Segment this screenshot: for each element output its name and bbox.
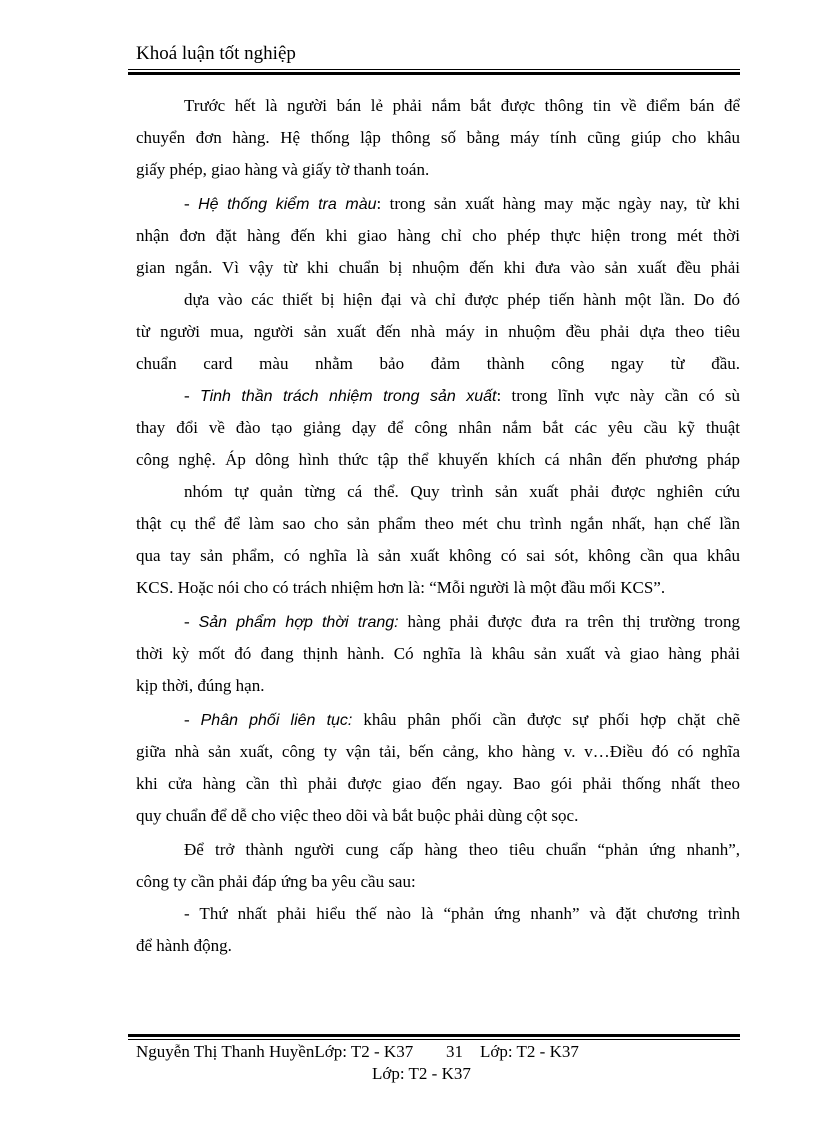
text-line: thời kỳ mốt đó đang thịnh hành. Có nghĩa là khâu sản xuất và giao hàng phải: [136, 644, 740, 663]
text-line: giữa nhà sản xuất, công ty vận tải, bến cảng, kho hàng v. v…Điều đó có nghĩa: [136, 742, 740, 761]
text-line: thay đổi về đào tạo giảng dạy để công nhân nắm bắt các yêu cầu kỹ thuật: [136, 418, 740, 437]
text-line: công ty cần phải đáp ứng ba yêu cầu sau:: [136, 872, 416, 891]
text-run: : trong sản xuất hàng may mặc ngày nay, từ khi: [376, 194, 740, 213]
text-run: hàng phải được đưa ra trên thị trường trong: [398, 612, 740, 631]
text-line: [184, 609, 740, 635]
text-line: công nghệ. Áp dông hình thức tập thể khuyến khích cá nhân đến phương pháp: [136, 450, 740, 469]
text-line: chuyển đơn hàng. Hệ thống lập thông số bằng máy tính cũng giúp cho khâu: [136, 128, 740, 147]
text-line: Để trở thành người cung cấp hàng theo tiêu chuẩn “phản ứng nhanh”,: [184, 840, 740, 859]
footer-class-second: Lớp: T2 - K37: [372, 1064, 471, 1083]
text-line: - Thứ nhất phải hiểu thế nào là “phản ứng nhanh” và đặt chương trình: [184, 904, 740, 923]
text-line: từ người mua, người sản xuất đến nhà máy in nhuộm đều phải dựa theo tiêu: [136, 322, 740, 341]
text-line: giấy phép, giao hàng và giấy tờ thanh toán.: [136, 160, 430, 179]
text-line: gian ngắn. Vì vậy từ khi chuẩn bị nhuộm đến khi đưa vào sản xuất đều phải: [136, 258, 740, 277]
footer-page-number: 31: [446, 1042, 463, 1061]
text-run: khâu phân phối cần được sự phối hợp chặt chẽ: [352, 710, 741, 729]
text-line: khi cửa hàng cần thì phải được giao đến ngay. Bao gói phải thống nhất theo: [136, 774, 740, 793]
footer-class-overlap: Lớp: T2 - K37: [480, 1042, 579, 1061]
text-line: chuẩn card màu nhằm bảo đảm thành công ngay từ đầu.: [136, 354, 740, 373]
bullet-dash: -: [184, 194, 199, 213]
text-line: qua tay sản phẩm, có nghĩa là sản xuất không có sai sót, không cần qua khâu: [136, 546, 740, 565]
bullet-dash: -: [184, 612, 199, 631]
text-line: nhóm tự quản từng cá thể. Quy trình sản xuất phải được nghiên cứu: [184, 482, 740, 501]
footer-author-line: [136, 1041, 413, 1063]
text-line: kịp thời, đúng hạn.: [136, 676, 265, 695]
text-line: dựa vào các thiết bị hiện đại và chỉ được phép tiến hành một lần. Do đó: [184, 290, 740, 309]
text-line: KCS. Hoặc nói cho có trách nhiệm hơn là: “Mỗi người là một đầu mối KCS”.: [136, 578, 666, 597]
text-line: thật cụ thể để làm sao cho sản phẩm theo mét chu trình ngắn nhất, hạn chế lần: [136, 514, 740, 533]
text-line: [184, 383, 740, 409]
text-line: quy chuẩn để dễ cho việc theo dõi và bắt buộc phải dùng cột sọc.: [136, 806, 579, 825]
header-title: Khoá luận tốt nghiệp: [136, 43, 296, 64]
footer-author: Nguyễn Thị Thanh Huyền: [136, 1042, 315, 1061]
bullet-dash: -: [184, 386, 200, 405]
footer-class: Lớp: T2 - K37: [314, 1042, 414, 1061]
text-line: để hành động.: [136, 936, 232, 955]
footer-rule-thin: [128, 1039, 740, 1040]
text-line: [184, 191, 740, 217]
italic-heading: Phân phối liên tục:: [200, 712, 353, 729]
text-line: [184, 707, 740, 733]
text-line: Trước hết là người bán lẻ phải nắm bắt được thông tin về điểm bán để: [184, 96, 740, 115]
italic-heading: Tinh thần trách nhiệm trong sản xuất: [199, 388, 497, 405]
italic-heading: Sản phẩm hợp thời trang:: [198, 614, 399, 631]
footer-rule-thick: [128, 1034, 740, 1037]
bullet-dash: -: [184, 710, 201, 729]
text-line: nhận đơn đặt hàng đến khi giao hàng chỉ cho phép thực hiện trong mét thời: [136, 226, 740, 245]
header-rule-thick: [128, 72, 740, 75]
italic-heading: Hệ thống kiểm tra màu: [198, 196, 377, 213]
header-rule-thin: [128, 69, 740, 70]
text-run: : trong lĩnh vực này cần có sù: [496, 386, 740, 405]
